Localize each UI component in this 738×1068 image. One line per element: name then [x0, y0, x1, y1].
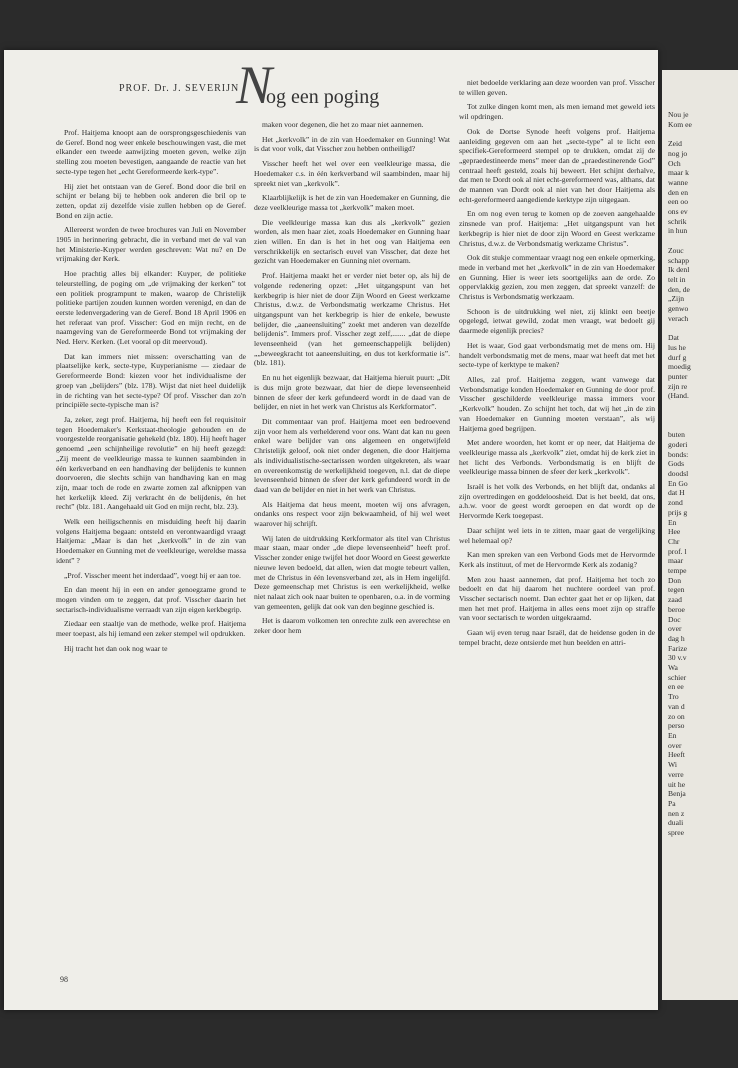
- paragraph: niet bedoelde verklaring aan deze woorden van prof. Visscher te willen geven.: [459, 78, 655, 97]
- facing-page-line: durf g: [668, 352, 687, 362]
- facing-page-line: moedig: [668, 362, 691, 372]
- facing-page-line: schrik: [668, 216, 687, 226]
- text-column-1: [56, 128, 246, 658]
- facing-page-line: ons ev: [668, 207, 688, 217]
- facing-page-line: goderi: [668, 439, 688, 449]
- facing-page-line: schier: [668, 672, 687, 682]
- facing-page-line: [668, 401, 738, 411]
- facing-page-line: [668, 421, 738, 431]
- facing-page-line: zond: [668, 498, 683, 508]
- facing-page-line: 30 v.v: [668, 653, 687, 663]
- paragraph: Visscher heeft het wel over een veelkleurige massa, die Hoedemaker c.s. in één kerkverband wil saambinden, maar hij spreekt niet van „kerkvolk”.: [254, 159, 450, 188]
- paragraph: Ziedaar een staaltje van de methode, welke prof. Haitjema meer toepast, als hij iemand een zeker stempel wil opdrukken.: [56, 619, 246, 639]
- facing-page-line: Farize: [668, 643, 687, 653]
- text-column-2: [254, 120, 450, 641]
- facing-page-line: verach: [668, 313, 689, 323]
- facing-page-line: schapp: [668, 255, 690, 265]
- facing-page-line: in hun: [668, 226, 688, 236]
- facing-page-line: En: [668, 731, 677, 740]
- paragraph: Klaarblijkelijk is het de zin van Hoedemaker en Gunning, die deze veelkleurige massa tot „kerkvolk” maken moet.: [254, 193, 450, 212]
- paragraph: Prof. Haitjema maakt het er verder niet beter op, als hij de volgende redenering opzet: „Het uitgangspunt van het kerkbegrip is hier niet de door Zijn Woord en Geest werkzame Christus, d.w.z. de Verbondsmatig werkzame Christus. Het uitgangspunt van het kerkbegrip is hier de enkele, bewuste belijder, die „aaneensluiting” zoekt met anderen van dezelfde belijdenis”. Immers prof. Visscher zegt zelf,....... „dat de diepe levenseenheid (van het gemeenschappelijk belijden) „„beweegkracht tot aaneensluiting, en dus tot kerkformatie is”. (blz. 181).: [254, 271, 450, 368]
- paragraph: maken voor degenen, die het zo maar niet aannemen.: [262, 120, 424, 129]
- facing-page-line: Tro: [668, 692, 679, 702]
- facing-page-line: Benja: [668, 789, 686, 799]
- paragraph: Dat kan immers niet missen: overschatting van de plaatselijke kerk, secte-type, Kuyperianisme — ziedaar de Gereformeerde Bond: kiezen voor het individualisme der groep van „belijders” (blz. 178). Wijst dat niet heel duidelijk in de richting van het secte-type? Of prof. Visscher dan zo'n principiële secte-typische man is?: [56, 351, 246, 410]
- paragraph: Hij tracht het dan ook nog waar te: [64, 643, 168, 653]
- facing-page-line: tempe: [668, 566, 687, 576]
- facing-page-line: duali: [668, 818, 684, 828]
- facing-page-line: spree: [668, 828, 685, 838]
- paragraph: Alles, zal prof. Haitjema zeggen, want vanwege dat Verbondsmatige konden Hoedemaker en Gunning de door prof. Visscher geschilderde veelkleurige massa immers voor „Kerkvolk” houden. Zo schijnt het toch, dat wij het „in de zin van Hoedemaker en Gunning moeten verstaan”, als wij Haitjema goed begrijpen.: [459, 374, 655, 433]
- paragraph: „Prof. Visscher meent het inderdaad”, voegt hij er aan toe.: [64, 570, 241, 580]
- facing-page-line: genwo: [668, 304, 689, 314]
- facing-page-line: Don: [668, 575, 682, 585]
- paragraph: Wij laten de uitdrukking Kerkformator als titel van Christus maar staan, maar onder „de diepe levenseenheid” heeft prof. Visscher zonder enige twijfel het door Woord en Geest gewerkte nieuwe leven bedoeld, dat allen, wien dat mogte tebeurt vallen, met de Christus in één levensverband zet, als in Hem ingelijfd. Deze gemeenschap met Christus is een werkelijkheid, welke niet nalaat zich ook naar buiten te openbaren, o.a. in de vorming van gemeenten, gelijk dat ook van den beginne geschied is.: [254, 533, 450, 611]
- facing-page-line: Gods: [668, 459, 685, 469]
- facing-page-line: verre: [668, 769, 684, 779]
- facing-page-line: dag h: [668, 633, 685, 643]
- facing-page-line: En Go: [668, 478, 688, 488]
- text-column-3: [459, 78, 655, 653]
- paragraph: Welk een heiligschennis en misduiding heeft hij daarin volgens Haitjema begaan: ontsteld en verontwaardigd vraagt Haitjema: „Maar is dan het „kerkvolk” in de zin van Hoedemaker en Gunning met de veelkleurige, wereldse massa ident” ?: [56, 517, 246, 565]
- facing-page-line: Wa: [668, 663, 678, 673]
- facing-page-line: Zeid: [668, 139, 682, 149]
- facing-page-line: lus he: [668, 342, 686, 352]
- facing-page-line: den en: [668, 187, 689, 197]
- paragraph: Tot zulke dingen komt men, als men iemand met geweld iets wil opdringen.: [459, 102, 655, 122]
- facing-page-line: punter: [668, 371, 688, 381]
- facing-page-line: Chr: [668, 536, 680, 546]
- facing-page-line: prof. l: [668, 546, 687, 556]
- facing-page-line: [668, 411, 738, 421]
- facing-page-line: zo on: [668, 711, 685, 721]
- facing-page-line: maar: [668, 556, 684, 566]
- facing-page-line: [668, 323, 738, 333]
- facing-page-line: telt in: [668, 274, 686, 284]
- facing-page-line: tegen: [668, 585, 685, 595]
- author-name: PROF. Dr. J. SEVERIJN: [119, 83, 240, 94]
- paragraph: Het is waar, God gaat verbondsmatig met de mens om. Hij handelt verbondsmatig met de mens, maar wat heeft dat met het secte-type of kerktype te maken?: [459, 340, 655, 370]
- facing-page-line: maar k: [668, 168, 689, 178]
- facing-page-line: dat H: [668, 488, 685, 498]
- facing-page-line: beroe: [668, 604, 685, 614]
- facing-page-line: Dat: [668, 333, 679, 343]
- paragraph: Het „kerkvolk” in de zin van Hoedemaker en Gunning! Wat is dat voor volk, dat Visscher zou hebben ontheiligd?: [254, 134, 450, 154]
- facing-page-line: Wi: [668, 760, 677, 770]
- facing-page-line: nog jo: [668, 148, 688, 158]
- facing-page-line: perso: [668, 721, 685, 731]
- facing-page-line: Hee: [668, 527, 681, 537]
- paragraph: Ja, zeker, zegt prof. Haitjema, hij heeft een fel requisitoir tegen Hoedemaker's Kerkstaat-theologie gehouden en de voorgestelde reorganisatie gehekeld (blz. 180). Hij heeft hager genoemd „een schijnheilige revolutie” en hij heeft gezegd: „Zij meent de veelkleurige massa te kunnen saambinden in één kerkverband en een handhaving der belijdenis te kunnen doorvoeren, die slechts schijn van handhaving kan en mag zijn, maar toch de rode en zwarte zomen zal afknippen van het kerkelijk kleed. Zij verkracht én de belijdenis, én het recht” (blz. 181. Aangehaald uit God en mijn recht, blz. 23).: [56, 414, 246, 512]
- article-title: og een poging: [266, 86, 380, 108]
- facing-page-line: „Zijn: [668, 294, 685, 304]
- facing-page-line: Kom ee: [668, 119, 692, 129]
- paragraph: Met andere woorden, het komt er op neer, dat Haitjema de veelkleurige massa als „kerkvolk” ziet, omdat hij de kerk ziet in het licht des Verbonds. Verbondsmatig is en blijft de veelkleurige massa binnen de sfeer der kerk „kerkvolk”.: [459, 438, 655, 477]
- facing-page-line: [668, 129, 738, 139]
- facing-page-line: den, de: [668, 284, 690, 294]
- facing-page-line: doodsl: [668, 469, 689, 479]
- paragraph: Hij ziet het ontstaan van de Geref. Bond door die bril en schijnt er belang bij te hebben ook anderen die bril op te zetten, opdat zij dezelfde visie zullen hebben op de Geref. Bond en zijn actie.: [56, 181, 246, 220]
- paragraph: En dan meent hij in een en ander genoegzame grond te mogen vinden om te zeggen, dat prof. Visscher daarin het sectarisch-individualisme verraadt van zijn eigen kerkbegrip.: [56, 585, 246, 614]
- paragraph: Ook dit stukje commentaar vraagt nog een enkele opmerking, mede in verband met het „kerkvolk” in de zin van Hoedemaker en Gunning. Hier is weer iets soortgelijks aan de orde. Zo oppervlakkig gezien, zou men zeggen, dat spreekt vanzelf: de Christus is Verbondsmatig werkzaam.: [459, 253, 655, 302]
- facing-page-line: zaad: [668, 595, 682, 605]
- paragraph: En om nog even terug te komen op de zoeven aangehaalde zinsnede van prof. Haitjema: „Het uitgangspunt van het kerkbegrip is hier niet de door zijn Woord en Geest werkzame Christus, d.w.z. de Verbondsmatig werkzame Christus”.: [459, 209, 655, 248]
- facing-page-line: van d: [668, 701, 685, 711]
- facing-page-line: over: [668, 740, 682, 750]
- facing-page-line: (Hand.: [668, 391, 689, 401]
- facing-page-line: buten: [668, 430, 685, 440]
- paragraph: Als Haitjema dat heus meent, moeten wij ons afvragen, ondanks ons respect voor zijn bekwaamheid, of hij wel weet waarover hij schrijft.: [254, 499, 450, 529]
- facing-page-line: Heeft: [668, 750, 685, 760]
- facing-page-line: wanne: [668, 177, 688, 187]
- paragraph: Allereerst worden de twee brochures van Juli en November 1905 in herinnering gebracht, die in verband met de val van het Ministerie-Kuyper werden geschreven: Wat nu? en De vrijmaking der Kerk.: [56, 225, 246, 264]
- paragraph: Hoe prachtig alles bij elkander: Kuyper, de politieke teleurstelling, de poging om „de vrijmaking der kerken” tot een politiek programpunt te maken, waarop de Christelijk politieke partijen zouden kunnen worden verenigd, en dan de eerste ledenvergadering van de Geref. Bond 18 April 1906 en het referaat van prof. Visscher: God en mijn recht, en de naamgeving van de Gereformeerde Bond tot vrijmaking der Ned. Herv. Kerken. (Let vooral op dit meervoud).: [56, 269, 246, 347]
- facing-page-line: Doc: [668, 614, 681, 624]
- paragraph: Ook de Dortse Synode heeft volgens prof. Haitjema aanleiding gegeven om aan het „secte-type” al te licht een specifiek-Gereformeerd stempel op te drukken, omdat zij de „gepraedestineerde mens” meer dan de „praedestinerende God” centraal heeft gesteld, zoals hij beweert. Het schijnt derhalve, dat men te Dordt ook al niet echt-gereformeerd was, althans, dat de mannen van Dordt ook al niet van het door Haitjema als echt-gereformeerd aangediende kerktype zijn uitgegaan.: [459, 126, 655, 204]
- facing-page-line: bonds:: [668, 449, 689, 459]
- facing-page-line: over: [668, 624, 682, 634]
- paragraph: Israël is het volk des Verbonds, en het blijft dat, ondanks al zijn overtredingen en goddeloosheid. Dat is het beeld, dat ons, a.h.w. voor de geest wordt geroepen en dat wordt op de Hervormde Kerk toegepast.: [459, 482, 655, 521]
- paragraph: Het is daarom volkomen ten onrechte zulk een averechtse en zeker door hem: [254, 616, 450, 636]
- paragraph: Die veelkleurige massa kan dus als „kerkvolk” gezien worden, als men haar ziet, zoals Hoedemaker en Gunning haar zien willen. En dan is het in het oog van Haitjema een verschrikkelijk en sectarisch euvel van Visscher, dat deze het gezicht van Hoedemaker en Gunning niet overnam.: [254, 217, 450, 266]
- paragraph: Kan men spreken van een Verbond Gods met de Hervormde Kerk als instituut, of met de Hervormde Kerk als zodanig?: [459, 550, 655, 569]
- paragraph: Schoon is de uitdrukking wel niet, zij klinkt een beetje opgelegd, ietwat gewild, zodat men vraagt, wat bedoelt gij daarmede eigenlijk precies?: [459, 306, 655, 336]
- facing-page-line: uit he: [668, 779, 686, 789]
- facing-page-line: Pa: [668, 798, 676, 808]
- facing-page-line: Zouc: [668, 245, 684, 255]
- facing-page-line: [668, 236, 738, 246]
- paragraph: Gaan wij even terug naar Israël, dat de heidense goden in de tempel bracht, deze ontsierde met hun beelden en attri-: [459, 628, 655, 647]
- magazine-page: [4, 50, 658, 1010]
- paragraph: En nu het eigenlijk bezwaar, dat Haitjema hieruit puurt: „Dit is dus mijn grote bezwaar, dat hier de diepe levenseenheid binnen de sfeer der kerk gefundeerd wordt in de daad van de belijder, en niet in het werk van Christus als Kerkformator”.: [254, 373, 450, 412]
- paragraph: Dit commentaar van prof. Haitjema moet een bedroevend zijn voor hem als verhelderend voor ons. Want dat kan nu geen enkel ware belijder van ons algemeen en ongetwijfeld Christelijk geloof, ook niet onder degenen, die door Haitjema als individualistische-sectarissen worden uitgekreten, als waar en overeenkomstig de werkelijkheid toegeven, n.l. dat de diepe levenseenheid binnen de sfeer der kerk gefundeerd wordt in de daad van de belijder en niet in het werk van Christus.: [254, 416, 450, 494]
- facing-page-line: prijs g: [668, 507, 688, 517]
- facing-page-line: zijn re: [668, 381, 688, 391]
- paragraph: Daar schijnt wel iets in te zitten, maar gaat de vergelijking wel helemaal op?: [459, 525, 655, 545]
- paragraph: Men zou haast aannemen, dat prof. Haitjema het toch zo bedoelt en dat hij daarom het nuchtere oordeel van prof. Visscher sectarisch noemt. Dan echter gaat het er op lijken, dat men het met prof. Haitjema in alles eens moet zijn op straffe van voor sectarisch te worden uitgekraamd.: [459, 574, 655, 623]
- facing-page-line: Och: [668, 158, 681, 168]
- facing-page-line: En: [668, 517, 677, 527]
- page-number: 98: [60, 975, 68, 984]
- facing-page-edge: [662, 70, 738, 1000]
- facing-page-text: [668, 110, 738, 838]
- facing-page-line: Ik denl: [668, 265, 690, 275]
- paragraph: Prof. Haitjema knoopt aan de oorsprongsgeschiedenis van de Geref. Bond nog weer enkele beschouwingen vast, die met elkander een tweede aanwijzing moeten geven, welke zijn stelling zou moeten bevestigen, aangaande de reactie van het secte-type tegen het „echt Gereformeerde kerk-type”.: [56, 128, 246, 176]
- title-initial: N: [236, 55, 273, 115]
- facing-page-line: nen z: [668, 808, 685, 818]
- facing-page-line: Nou je: [668, 110, 689, 119]
- facing-page-line: een oo: [668, 197, 689, 207]
- facing-page-line: en ee: [668, 682, 684, 692]
